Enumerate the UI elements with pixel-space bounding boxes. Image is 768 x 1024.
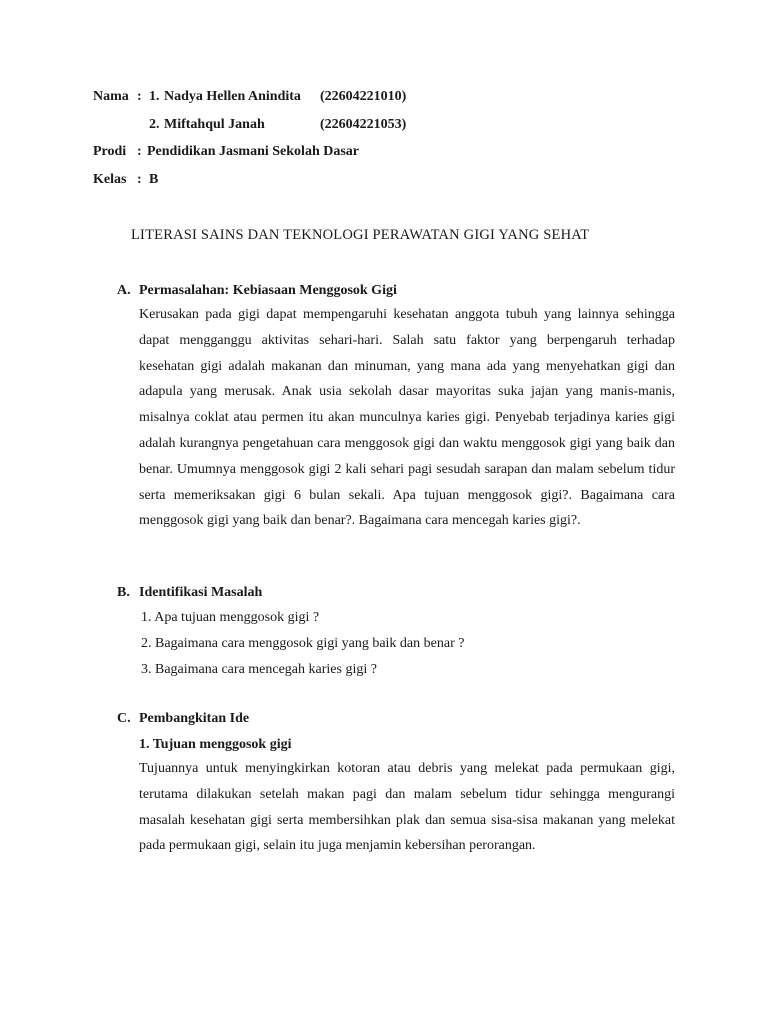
member2-name: Miftahqul Janah — [164, 117, 265, 132]
section-c-heading: Pembangkitan Ide — [139, 711, 250, 726]
prodi-value: Pendidikan Jasmani Sekolah Dasar — [147, 144, 359, 159]
list-item: 1. Apa tujuan menggosok gigi ? — [141, 610, 320, 625]
member2-number: 2. — [149, 117, 160, 132]
member1-name: Nadya Hellen Anindita — [164, 89, 301, 104]
section-b-letter: B. — [117, 585, 130, 600]
kelas-separator: : — [137, 172, 142, 187]
section-b-heading: Identifikasi Masalah — [139, 585, 263, 600]
list-item: 3. Bagaimana cara mencegah karies gigi ? — [141, 662, 377, 677]
member2-id: (22604221053) — [320, 117, 407, 132]
nama-separator: : — [137, 89, 142, 104]
document-title: LITERASI SAINS DAN TEKNOLOGI PERAWATAN GIGI YANG SEHAT — [131, 227, 590, 243]
member1-id: (22604221010) — [320, 89, 407, 104]
prodi-label: Prodi — [93, 144, 127, 159]
member1-number: 1. — [149, 89, 160, 104]
prodi-separator: : — [137, 144, 142, 159]
section-c-letter: C. — [117, 711, 131, 726]
section-c-paragraph: Tujuannya untuk menyingkirkan kotoran atau debris yang melekat pada permukaan gigi, terutama dilakukan setelah makan pagi dan malam sebelum tidur sehingga mengurangi masalah kesehatan gigi serta membersihkan plak dan semua sisa-sisa makanan yang melekat pada permukaan gigi, selain itu juga menjamin kebersihan perorangan. — [139, 761, 675, 854]
section-a-paragraph: Kerusakan pada gigi dapat mempengaruhi kesehatan anggota tubuh yang lainnya sehingga dapat mengganggu aktivitas sehari-hari. Salah satu faktor yang berpengaruh terhadap kesehatan gigi adalah makanan dan minuman, yang mana ada yang menyehatkan gigi dan adapula yang merusak. Anak usia sekolah dasar mayoritas suka jajan yang manis-manis, misalnya coklat atau permen itu akan munculnya karies gigi. Penyebab terjadinya karies gigi adalah kurangnya pengetahuan cara menggosok gigi dan waktu menggosok gigi yang baik dan benar. Umumnya menggosok gigi 2 kali sehari pagi sesudah sarapan dan malam sebelum tidur serta memeriksakan gigi 6 bulan sekali. Apa tujuan menggosok gigi?. Bagaimana cara menggosok gigi yang baik dan benar?. Bagaimana cara mencegah karies gigi?. — [139, 307, 675, 529]
nama-label: Nama — [93, 89, 129, 104]
section-c-subheading: 1. Tujuan menggosok gigi — [139, 737, 292, 752]
section-a-heading: Permasalahan: Kebiasaan Menggosok Gigi — [139, 283, 397, 298]
list-item: 2. Bagaimana cara menggosok gigi yang baik dan benar ? — [141, 636, 465, 651]
section-a-letter: A. — [117, 283, 131, 298]
kelas-label: Kelas — [93, 172, 127, 187]
kelas-value: B — [149, 172, 159, 187]
